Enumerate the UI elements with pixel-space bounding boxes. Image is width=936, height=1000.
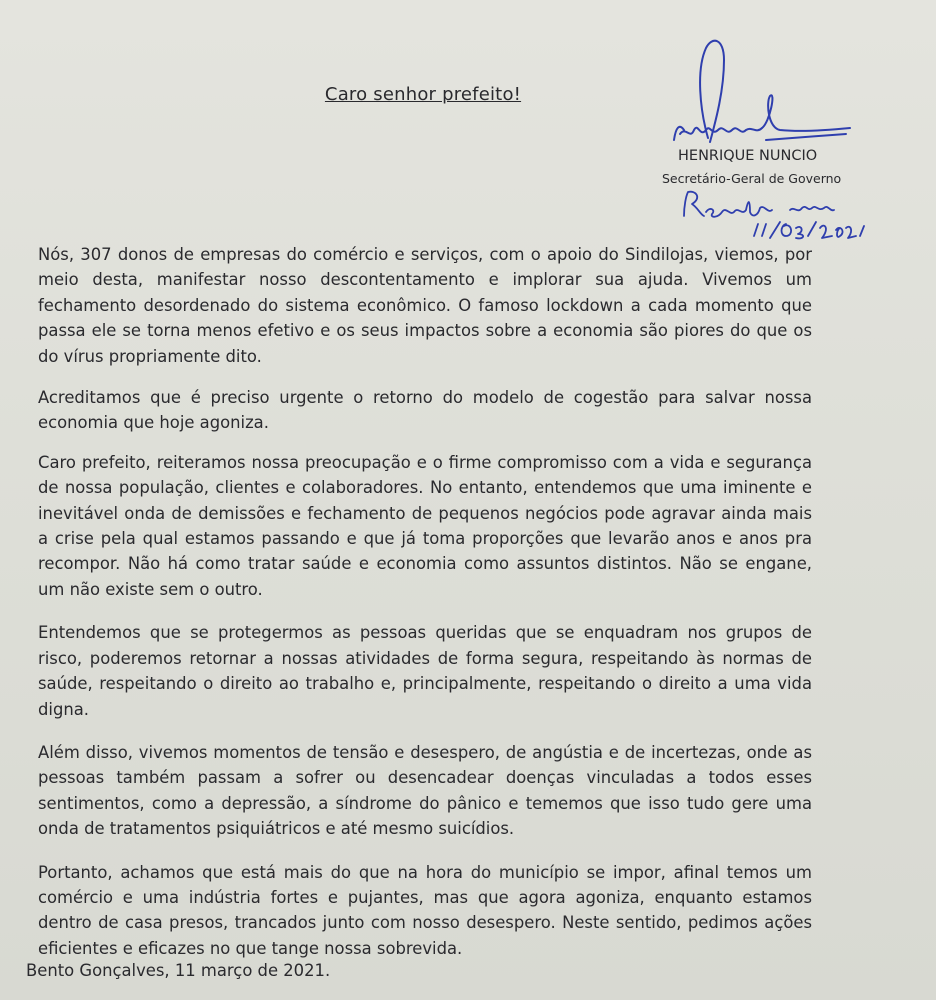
handwritten-signature-icon [640,30,870,250]
signatory-title: Secretário-Geral de Governo [662,171,842,186]
paragraph: Entendemos que se protegermos as pessoas queridas que se enquadram nos grupos de risco, poderemos retornar a nossas atividades de forma segura, respeitando às normas de saúde, respeitando o direito ao trabalho e, principalmente, respeitando o direito a uma vida digna. [38,623,812,719]
letter-closing: Bento Gonçalves, 11 março de 2021. [26,961,331,980]
letter-body [38,242,812,975]
paragraph: Portanto, achamos que está mais do que na hora do município se impor, afinal temos um comércio e uma indústria fortes e pujantes, mas que agora agoniza, enquanto estamos dentro de casa presos, trancados junto com nosso desespero. Neste sentido, pedimos ações eficientes e eficazes no que tange nossa sobrevida. [38,862,812,958]
signatory-name: HENRIQUE NUNCIO [678,148,818,164]
paragraph: Além disso, vivemos momentos de tensão e desespero, de angústia e de incertezas, onde as pessoas também passam a sofrer ou desencadear doenças vinculadas a todos esses sentimentos, como a depressão, a síndrome do pânico e tememos que isso tudo gere uma onda de tratamentos psiquiátricos e até mesmo suicídios. [38,742,812,839]
letter-greeting: Caro senhor prefeito! [324,84,522,105]
paragraph: Caro prefeito, reiteramos nossa preocupação e o firme compromisso com a vida e segurança de nossa população, clientes e colaboradores. No entanto, entendemos que uma iminente e inevitável onda de demissões e fechamento de pequenos negócios pode agravar ainda mais a crise pela qual estamos passando e que já toma proporções que levarão anos e anos pra recompor. Não há como tratar saúde e economia como assuntos distintos. Não se engane, um não existe sem o outro. [38,452,812,599]
paragraph: Nós, 307 donos de empresas do comércio e serviços, com o apoio do Sindilojas, viemos, por meio desta, manifestar nosso descontentamento e implorar sua ajuda. Vivemos um fechamento desordenado do sistema econômico. O famoso lockdown a cada momento que passa ele se torna menos efetivo e os seus impactos sobre a economia são piores do que os do vírus propriamente dito. [38,245,812,366]
signature-block [640,30,870,250]
paragraph: Acreditamos que é preciso urgente o retorno do modelo de cogestão para salvar nossa economia que hoje agoniza. [38,388,812,433]
